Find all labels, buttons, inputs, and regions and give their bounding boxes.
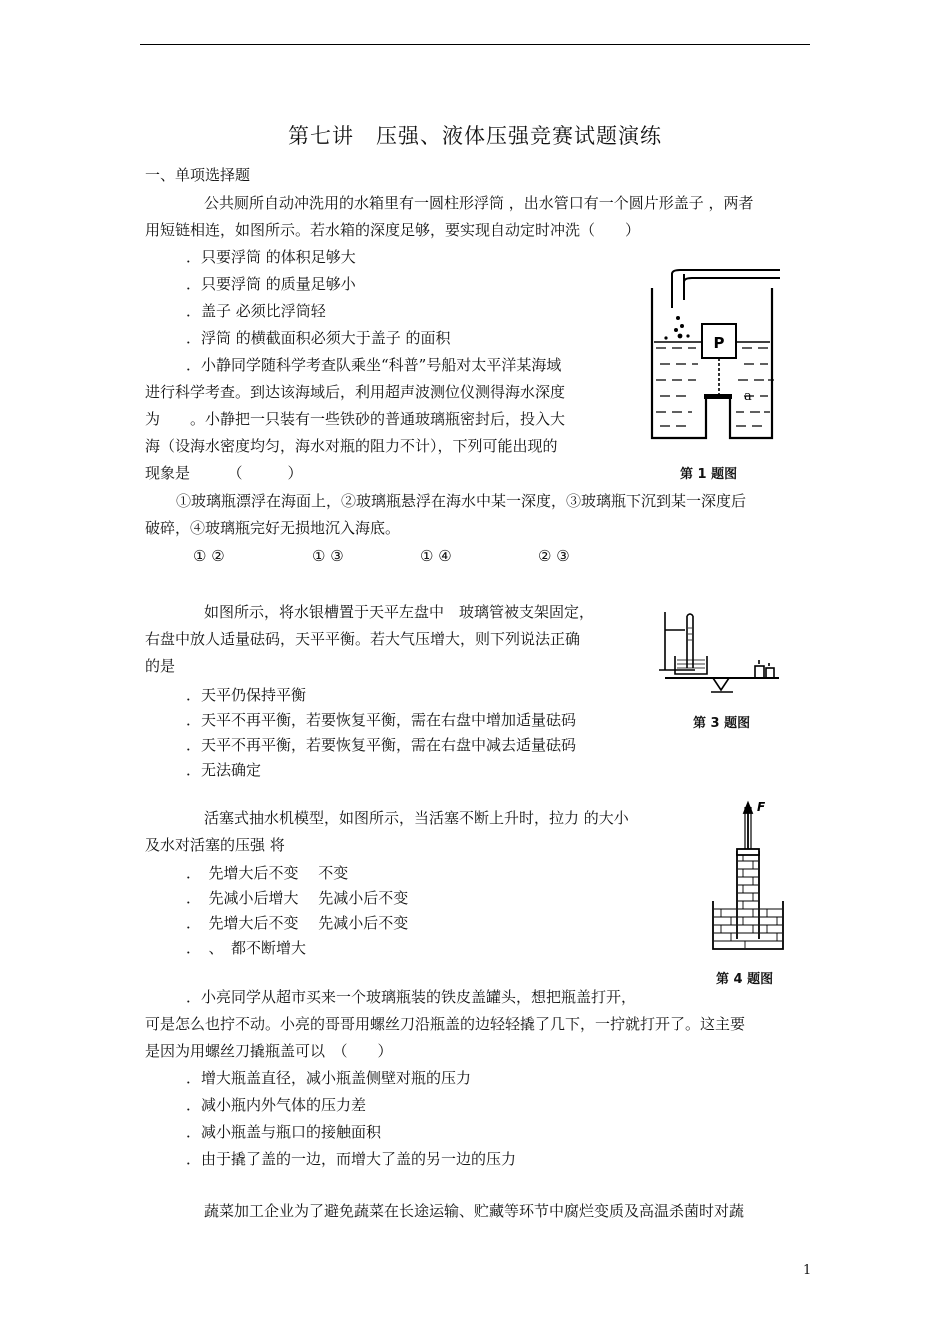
q2-choice-a: ① ② (193, 547, 225, 565)
q5-stem-line1: ．小亮同学从超市买来一个玻璃瓶装的铁皮盖罐头，想把瓶盖打开， (186, 988, 637, 1006)
header-rule (140, 44, 810, 45)
q5-option-c: ．减小瓶盖与瓶口的接触面积 (186, 1123, 382, 1141)
q3-figure-caption: 第 3 题图 (693, 716, 751, 731)
q1-lid-label: a (744, 389, 752, 404)
q1-option-d: ．浮筒 的横截面积必须大于盖子 的面积 (186, 329, 451, 347)
q4-option-a: ． 先增大后不变 不变 (186, 864, 349, 882)
q1-stem-line2: 用短链相连，如图所示。若水箱的深度足够，要实现自动定时冲洗（ ） (145, 221, 641, 239)
q2-stem-line2: 进行科学考查。到达该海域后，利用超声波测位仪测得海水深度 (145, 383, 566, 401)
q5-option-b: ．减小瓶内外气体的压力差 (186, 1096, 367, 1114)
q5-option-a: ．增大瓶盖直径，减小瓶盖侧壁对瓶的压力 (186, 1069, 472, 1087)
q4-stem-line2: 及水对活塞的压强 将 (145, 836, 285, 854)
q2-choice-c: ① ④ (420, 547, 452, 565)
q4-option-d: ． 、 都不断增大 (186, 939, 307, 957)
q1-option-b: ．只要浮筒 的质量足够小 (186, 275, 356, 293)
q3-stem-line3: 的是 (145, 657, 176, 675)
section-heading: 一、单项选择题 (145, 166, 251, 184)
q4-option-c: ． 先增大后不变 先减小后不变 (186, 914, 409, 932)
q5-stem-line3: 是因为用螺丝刀撬瓶盖可以 （ ） (145, 1042, 393, 1060)
q1-figure-water-tank (640, 268, 785, 446)
q4-figure-piston-pump (705, 797, 790, 957)
q2-stem-line1: ．小静同学随科学考查队乘坐“科普”号船对太平洋某海域 (186, 356, 562, 374)
q1-figure-caption: 第 1 题图 (680, 467, 738, 482)
q2-choice-b: ① ③ (312, 547, 344, 565)
q2-statement-line2: 破碎，④玻璃瓶完好无损地沉入海底。 (145, 519, 401, 537)
q2-stem-line3: 为 。小静把一只装有一些铁砂的普通玻璃瓶密封后，投入大 (145, 410, 566, 428)
q1-option-a: ．只要浮筒 的体积足够大 (186, 248, 356, 266)
q2-stem-line5: 现象是 （ ） (145, 464, 303, 482)
q5-option-d: ．由于撬了盖的一边，而增大了盖的另一边的压力 (186, 1150, 517, 1168)
q3-option-b: ．天平不再平衡，若要恢复平衡，需在右盘中增加适量砝码 (186, 711, 577, 729)
q4-option-b: ． 先减小后增大 先减小后不变 (186, 889, 409, 907)
q3-option-d: ．无法确定 (186, 761, 262, 779)
q3-stem-line1: 如图所示，将水银槽置于天平左盘中 玻璃管被支架固定， (204, 603, 595, 621)
q2-choice-d: ② ③ (538, 547, 570, 565)
q2-statement-line1: ①玻璃瓶漂浮在海面上，②玻璃瓶悬浮在海水中某一深度，③玻璃瓶下沉到某一深度后 (176, 492, 747, 510)
page-title: 第七讲 压强、液体压强竞赛试题演练 (288, 124, 662, 148)
q4-stem-line1: 活塞式抽水机模型，如图所示，当活塞不断上升时，拉力 的大小 (204, 809, 629, 827)
q2-stem-line4: 海（设海水密度均匀，海水对瓶的阻力不计），下列可能出现的 (145, 437, 558, 455)
q1-stem-line1: 公共厕所自动冲洗用的水箱里有一圆柱形浮筒 ，出水管口有一个圆片形盖子 ，两者 (204, 194, 754, 212)
q4-force-label: F (757, 800, 766, 814)
q6-stem-line1: 蔬菜加工企业为了避免蔬菜在长途运输、贮藏等环节中腐烂变质及高温杀菌时对蔬 (204, 1202, 745, 1220)
q3-stem-line2: 右盘中放人适量砝码，天平平衡。若大气压增大，则下列说法正确 (145, 630, 581, 648)
q1-option-c: ．盖子 必须比浮筒轻 (186, 302, 326, 320)
q3-option-c: ．天平不再平衡，若要恢复平衡，需在右盘中减去适量砝码 (186, 736, 577, 754)
q3-figure-balance (655, 608, 785, 704)
q1-float-label: P (713, 334, 725, 352)
page-number: 1 (803, 1263, 812, 1278)
q3-option-a: ．天平仍保持平衡 (186, 686, 307, 704)
q5-stem-line2: 可是怎么也拧不动。小亮的哥哥用螺丝刀沿瓶盖的边轻轻撬了几下，一拧就打开了。这主要 (145, 1015, 746, 1033)
q4-figure-caption: 第 4 题图 (716, 972, 774, 987)
